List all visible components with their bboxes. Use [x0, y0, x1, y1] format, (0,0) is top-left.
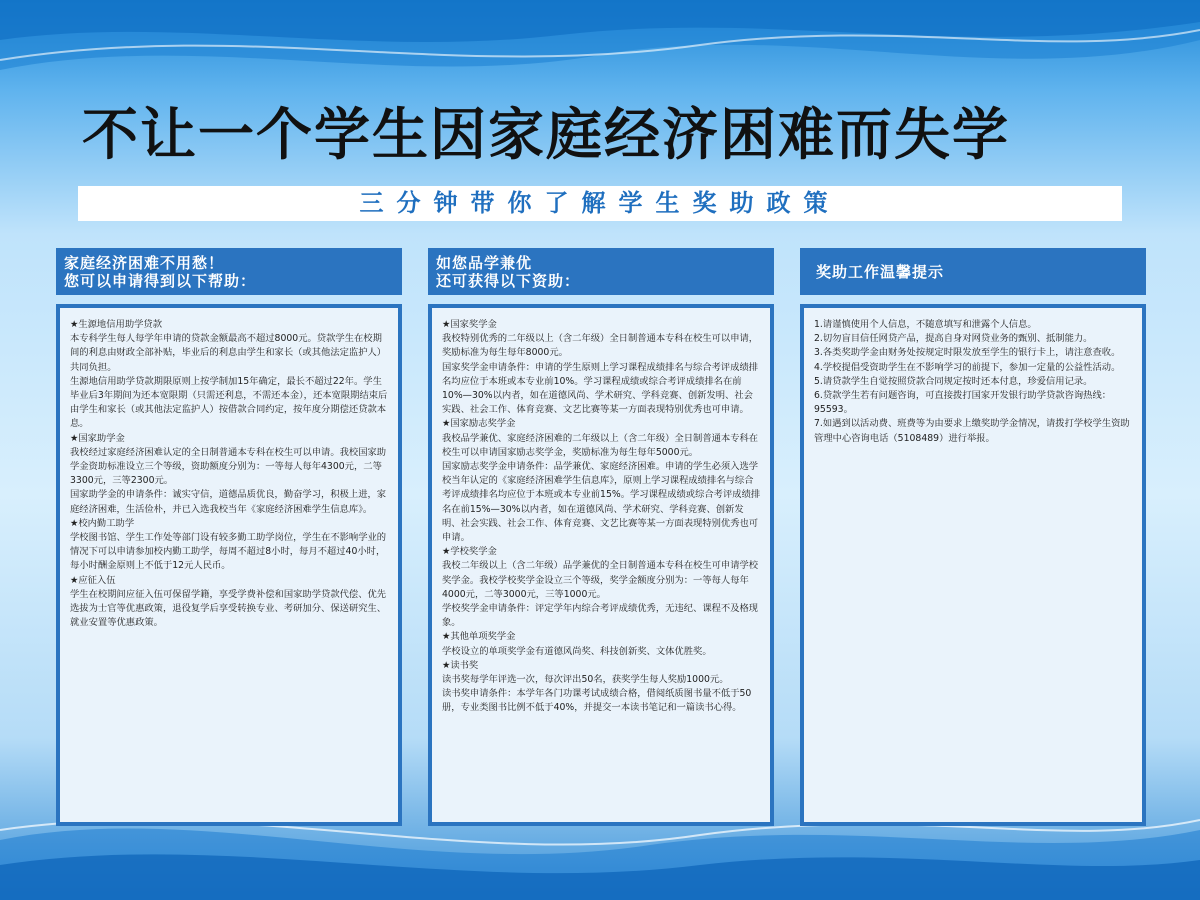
list-item: 学生在校期间应征入伍可保留学籍，享受学费补偿和国家助学贷款代偿、优先选拔为士官等优惠政策，退役复学后享受转换专业、考研加分、保送研究生、就业安置等优惠政策。 [70, 588, 387, 629]
list-item: ★其他单项奖学金 [442, 631, 516, 643]
list-item: 本专科学生每人每学年申请的贷款金额最高不超过8000元。贷款学生在校期间的利息由财政全部补贴，毕业后的利息由学生和家长（或其他法定监护人）共同负担。 [70, 333, 387, 373]
panel-header-line1: 家庭经济困难不用愁！ [64, 253, 225, 272]
panel-header-line1: 奖助工作温馨提示 [816, 262, 945, 281]
list-item: 5.请贷款学生自觉按照贷款合同规定按时还本付息，珍爱信用记录。 [814, 375, 1093, 387]
list-item: 学校设立的单项奖学金有道德风尚奖、科技创新奖、文体优胜奖。 [442, 645, 712, 657]
list-item: ★国家奖学金 [442, 319, 497, 330]
list-item: 4.学校提倡受资助学生在不影响学习的前提下，参加一定量的公益性活动。 [814, 361, 1121, 373]
list-item: 2.切勿盲目信任网贷产品，提高自身对网贷业务的甄别、抵制能力。 [814, 333, 1093, 345]
subtitle-text: 三分钟带你了解学生奖助政策 [359, 189, 841, 217]
panel-tips [800, 248, 1146, 826]
list-item: ★国家励志奖学金 [442, 418, 516, 430]
list-item: 读书奖每学年评选一次，每次评出50名，获奖学生每人奖励1000元。 [442, 674, 729, 686]
subtitle-bar [78, 186, 1122, 221]
panel-header [800, 248, 1146, 295]
list-item: 国家励志奖学金申请条件：品学兼优、家庭经济困难。申请的学生必须入选学校当年认定的《家庭经济困难学生信息库》，原则上学习课程成绩排名与综合考评成绩排名均应位于本班或本专业前15%。学习课程成绩或综合考评成绩排名在前15%—30%以内者，如在道德风尚、学术研究、学科竞赛、创新发明、社会实践、社会工作、体育竞赛、文艺比赛等某一方面表现特别优秀也可申请。 [442, 461, 761, 544]
panel-body [428, 304, 774, 826]
list-item: 7.如遇到以活动费、班费等为由要求上缴奖助学金情况，请拨打学校学生资助管理中心咨询电话（5108489）进行举报。 [814, 418, 1130, 444]
panel-body [800, 304, 1146, 826]
list-item: 我校特别优秀的二年级以上（含二年级）全日制普通本专科在校生可以申请，奖励标准为每生每年8000元。 [442, 333, 759, 359]
poster-title: 不让一个学生因家庭经济困难而失学 [82, 102, 1010, 168]
panel-header-line2: 还可获得以下资助： [436, 271, 581, 290]
list-item: 3.各类奖助学金由财务处按规定时限发放至学生的银行卡上，请注意查收。 [814, 347, 1121, 359]
list-item: 读书奖申请条件：本学年各门功课考试成绩合格，借阅纸质图书量不低于50册，专业类图书比例不低于40%，并提交一本读书笔记和一篇读书心得。 [442, 688, 752, 714]
list-item: 国家奖学金申请条件：申请的学生原则上学习课程成绩排名与综合考评成绩排名均应位于本班或本专业前10%。学习课程成绩或综合考评成绩排名在前10%—30%以内者，如在道德风尚、学术研究、学科竞赛、创新发明、社会实践、社会工作、体育竞赛、文艺比赛等某一方面表现特别优秀也可申请。 [442, 361, 759, 416]
list-item: ★学校奖学金 [442, 546, 497, 558]
list-item: ★读书奖 [442, 659, 479, 671]
panel-header-line1: 如您品学兼优 [436, 253, 533, 272]
list-item: ★校内勤工助学 [70, 517, 135, 529]
panel-body [56, 304, 402, 826]
list-item: 我校品学兼优、家庭经济困难的二年级以上（含二年级）全日制普通本专科在校生可以申请国家励志奖学金，奖励标准为每生每年5000元。 [442, 432, 759, 458]
list-item: 我校经过家庭经济困难认定的全日制普通本专科在校生可以申请。我校国家助学金资助标准设立三个等级，资助额度分别为：一等每人每年4300元，二等3300元，三等2300元。 [70, 446, 387, 487]
panel-header [56, 248, 402, 295]
panel-scholarships [428, 248, 774, 826]
list-item: 6.贷款学生若有问题咨询，可直接拨打国家开发银行助学贷款咨询热线：95593。 [814, 390, 1112, 416]
list-item: 1.请谨慎使用个人信息，不随意填写和泄露个人信息。 [814, 319, 1037, 330]
panel-header [428, 248, 774, 295]
list-item: ★国家助学金 [70, 432, 125, 444]
panel-header-line2: 您可以申请得到以下帮助： [64, 271, 257, 290]
list-item: 我校二年级以上（含二年级）品学兼优的全日制普通本专科在校生可申请学校奖学金。我校学校奖学金设立三个等级，奖学金额度分别为：一等每人每年4000元，二等3000元，三等1000元。 [442, 560, 759, 600]
list-item: 学校奖学金申请条件：评定学年内综合考评成绩优秀，无违纪、课程不及格现象。 [442, 603, 759, 629]
list-item: 国家助学金的申请条件：诚实守信，道德品质优良，勤奋学习，积极上进，家庭经济困难，生活俭朴，并已入选我校当年《家庭经济困难学生信息库》。 [70, 489, 387, 515]
list-item: 学校图书馆、学生工作处等部门设有较多勤工助学岗位，学生在不影响学业的情况下可以申请参加校内勤工助学，每周不超过8小时，每月不超过40小时，每小时酬金原则上不低于12元人民币。 [70, 532, 387, 572]
list-item: ★应征入伍 [70, 574, 116, 586]
panel-financial-aid [56, 248, 402, 826]
list-item: 生源地信用助学贷款期限原则上按学制加15年确定，最长不超过22年。学生毕业后3年期间为还本宽限期（只需还利息，不需还本金），还本宽限期结束后由学生和家长（或其他法定监护人）按借款合同约定，按年度分期偿还贷款本息。 [70, 375, 388, 430]
list-item: ★生源地信用助学贷款 [70, 319, 163, 330]
